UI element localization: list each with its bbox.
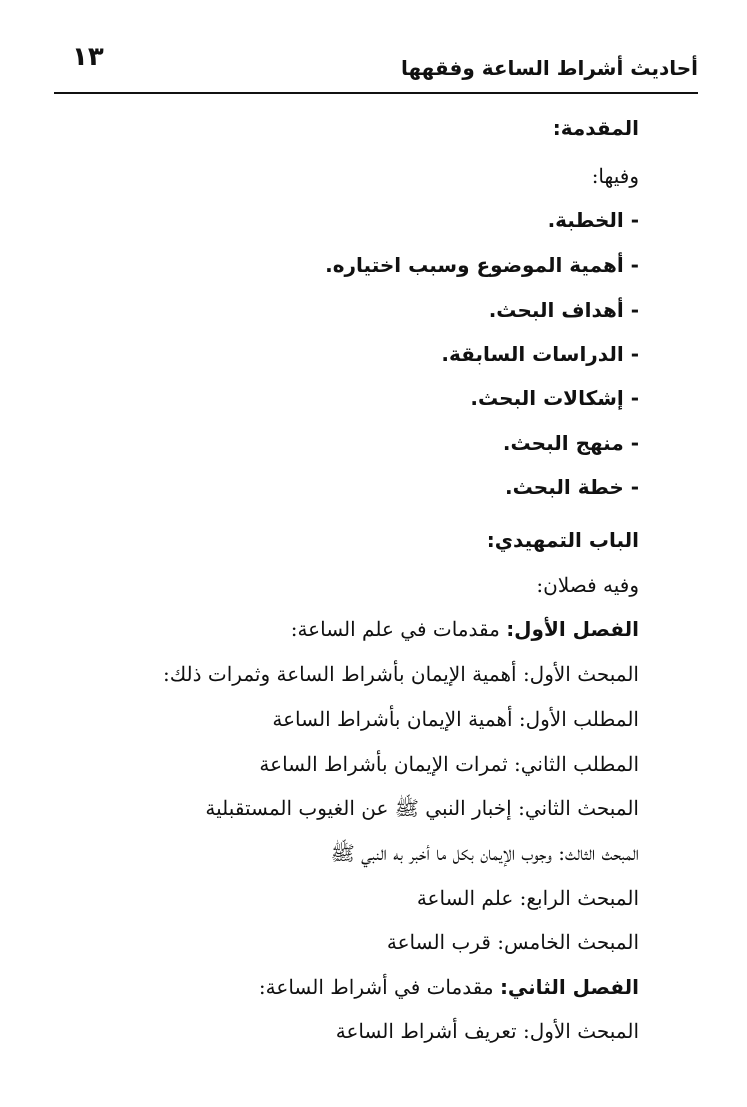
intro-item: - أهداف البحث. (488, 298, 639, 322)
intro-item: - الخطبة. (547, 208, 639, 232)
chapter-1-line (291, 615, 639, 643)
intro-subheading: وفيها: (591, 164, 639, 188)
intro-item: - أهمية الموضوع وسبب اختياره. (325, 253, 639, 277)
intro-heading: المقدمة: (552, 116, 639, 140)
toc-line: المبحث الخامس: قرب الساعة (386, 930, 639, 954)
intro-item: - خطة البحث. (505, 475, 639, 499)
toc-line: المبحث الرابع: علم الساعة (416, 886, 639, 910)
chapter-1-label: الفصل الأول: (506, 617, 639, 641)
page-number: ١٣ (72, 42, 104, 72)
intro-item: - منهج البحث. (502, 431, 639, 455)
intro-item: - الدراسات السابقة. (441, 342, 639, 366)
preface-heading: الباب التمهيدي: (486, 528, 639, 552)
chapter-2-title: مقدمات في أشراط الساعة: (258, 975, 500, 999)
intro-item: - إشكالات البحث. (470, 386, 639, 410)
toc-line: المبحث الثاني: إخبار النبي ﷺ عن الغيوب المستقبلية (205, 796, 639, 820)
preface-subheading: وفيه فصلان: (536, 573, 639, 597)
toc-line: المبحث الثالث: وجوب الإيمان بكل ما أخبر به النبي ﷺ (330, 841, 639, 865)
chapter-2-label: الفصل الثاني: (499, 975, 639, 999)
running-title: أحاديث أشراط الساعة وفقهها (400, 56, 698, 80)
toc-line: المبحث الأول: أهمية الإيمان بأشراط الساعة وثمرات ذلك: (162, 662, 639, 686)
chapter-2-line (259, 973, 639, 1001)
page-header (54, 36, 698, 94)
toc-line: المبحث الأول: تعريف أشراط الساعة (335, 1019, 639, 1043)
toc-line: المطلب الأول: أهمية الإيمان بأشراط الساعة (272, 707, 639, 731)
chapter-1-title: مقدمات في علم الساعة: (290, 617, 507, 641)
toc-line: المطلب الثاني: ثمرات الإيمان بأشراط الساعة (259, 752, 639, 776)
